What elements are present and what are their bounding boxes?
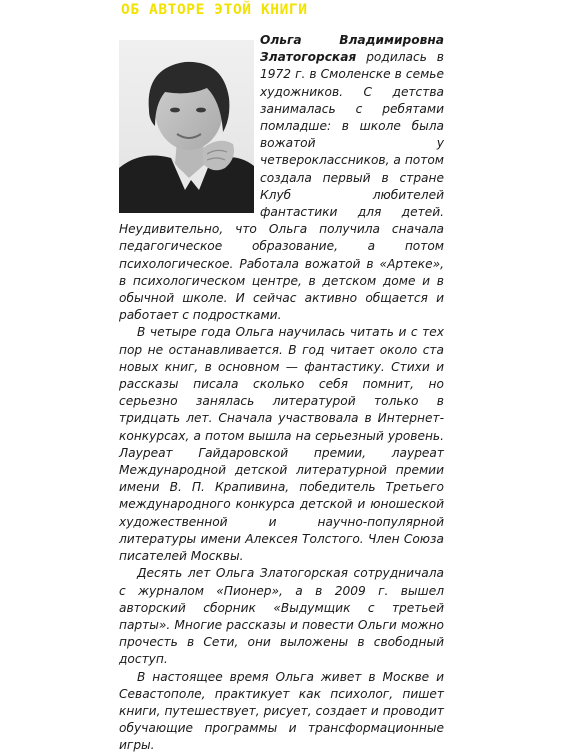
bio-paragraph-2: В четыре года Ольга научилась читать и с тех пор не останавливается. В год читает около ста новых книг, в основном — фантастику. Стихи и рассказы писала сколько себя помнит, но серьезно занялась литературой только в тридцать лет. Сначала участвовала в Интернет-конкурсах, а потом вышла на серьезный уровень. Лауреат Гайдаровской премии, лауреат Международной детской литературной премии имени В. П. Крапивина, победитель Третьего международного конкурса детской и юношеской художественной и научно-популярной литературы имени Алексея Толстого. Член Союза писателей Москвы. [119,325,444,564]
section-heading: ОБ АВТОРЕ ЭТОЙ КНИГИ [121,2,308,18]
author-bio [119,32,444,755]
bio-paragraph-4: В настоящее время Ольга живет в Москве и Севастополе, практикует как психолог, пишет книги, путешествует, рисует, создает и проводит обучающие программы и трансформационные игры. [119,669,444,753]
bio-paragraph-3: Десять лет Ольга Златогорская сотрудничала с журналом «Пионер», а в 2009 г. вышел авторский сборник «Выдумщик с третьей парты». Многие рассказы и повести Ольги можно прочесть в Сети, они выложены в свободный доступ. [119,566,444,667]
author-name: Ольга Владимировна Златогорская [260,33,444,65]
bio-paragraph-1: Ольга Владимировна Златогорская родилась в 1972 г. в Смоленске в семье художников. С детства занималась с ребятами помладше: в школе была вожатой у четвероклассников, а потом создала первый в стране Клуб любителей фантастики для детей. Неудивительно, что Ольга получила сначала педагогическое образование, а потом психологическое. Работала вожатой в «Артеке», в психологическом центре, в детском доме и в обычной школе. И сейчас активно общается и работает с подростками. [119,33,444,323]
